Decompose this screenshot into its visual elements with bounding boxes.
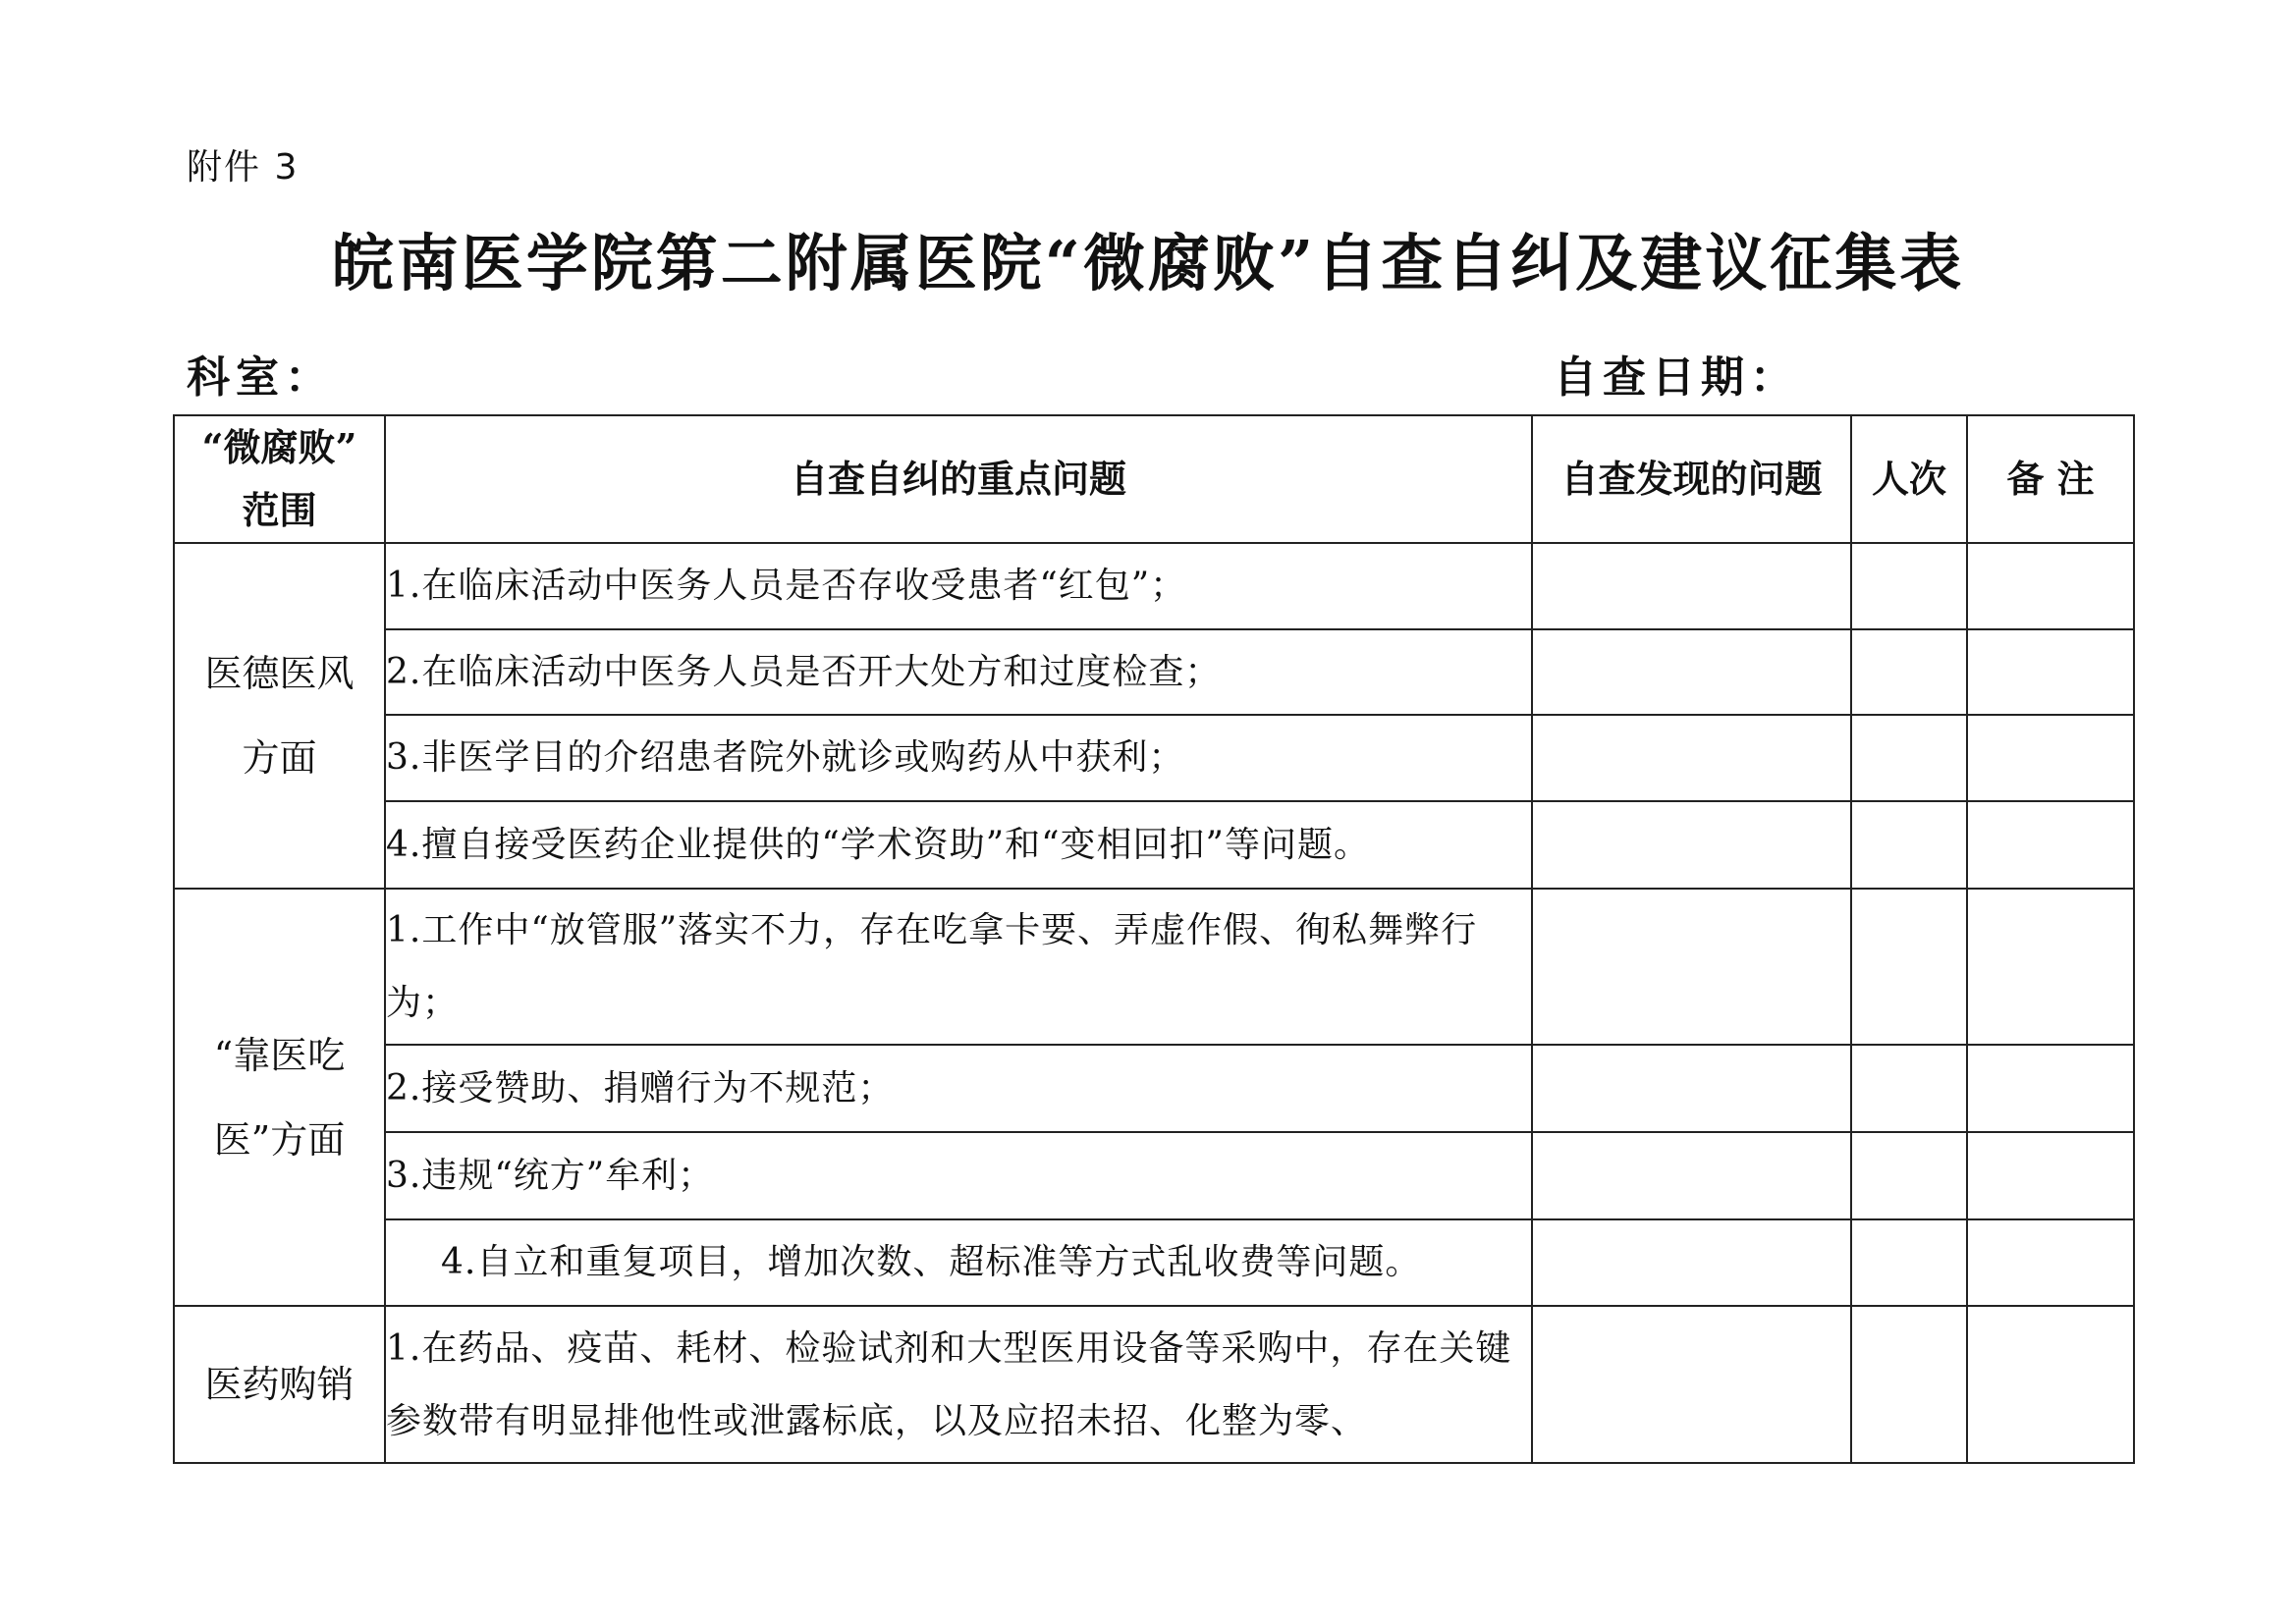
- issue-item: 4.擅自接受医药企业提供的“学术资助”和“变相回扣”等问题。: [385, 801, 1532, 889]
- issue-item: 2.接受赞助、捐赠行为不规范；: [385, 1045, 1532, 1132]
- category-line1: 医药购销: [204, 1363, 355, 1406]
- issue-item: 1.在临床活动中医务人员是否存收受患者“红包”；: [385, 543, 1532, 629]
- count-cell[interactable]: [1851, 715, 1967, 801]
- remarks-cell[interactable]: [1967, 1306, 2134, 1463]
- header-found-issues: 自查发现的问题: [1532, 415, 1851, 543]
- found-cell[interactable]: [1532, 1219, 1851, 1306]
- header-scope-line1: “微腐败”: [201, 425, 357, 469]
- category-cell: [174, 889, 385, 1306]
- header-key-issues: 自查自纠的重点问题: [385, 415, 1532, 543]
- issue-item: 3.非医学目的介绍患者院外就诊或购药从中获利；: [385, 715, 1532, 801]
- self-check-table: [173, 414, 2135, 1464]
- header-scope-line2: 范围: [242, 488, 317, 532]
- category-line2: 医”方面: [213, 1117, 346, 1162]
- table-row: [174, 1219, 2134, 1306]
- issue-item: 1.工作中“放管服”落实不力，存在吃拿卡要、弄虚作假、徇私舞弊行为；: [385, 889, 1532, 1045]
- count-cell[interactable]: [1851, 1132, 1967, 1219]
- found-cell[interactable]: [1532, 543, 1851, 629]
- count-cell[interactable]: [1851, 1219, 1967, 1306]
- remarks-cell[interactable]: [1967, 889, 2134, 1045]
- remarks-cell[interactable]: [1967, 801, 2134, 889]
- remarks-cell[interactable]: [1967, 543, 2134, 629]
- issue-item: 1.在药品、疫苗、耗材、检验试剂和大型医用设备等采购中，存在关键参数带有明显排他性或泄露标底，以及应招未招、化整为零、: [385, 1306, 1532, 1463]
- category-line1: “靠医吃: [213, 1033, 346, 1077]
- table-row: [174, 715, 2134, 801]
- found-cell[interactable]: [1532, 1306, 1851, 1463]
- count-cell[interactable]: [1851, 543, 1967, 629]
- remarks-cell[interactable]: [1967, 715, 2134, 801]
- found-cell[interactable]: [1532, 629, 1851, 715]
- header-remarks: 备 注: [1967, 415, 2134, 543]
- table-row: [174, 629, 2134, 715]
- header-scope: [174, 415, 385, 543]
- issue-item: 4.自立和重复项目，增加次数、超标准等方式乱收费等问题。: [385, 1219, 1532, 1306]
- count-cell[interactable]: [1851, 801, 1967, 889]
- count-cell[interactable]: [1851, 889, 1967, 1045]
- count-cell[interactable]: [1851, 629, 1967, 715]
- table-row: [174, 889, 2134, 1045]
- table-row: [174, 1132, 2134, 1219]
- category-cell: [174, 1306, 385, 1463]
- table-row: [174, 1306, 2134, 1463]
- table-row: [174, 1045, 2134, 1132]
- issue-item: 2.在临床活动中医务人员是否开大处方和过度检查；: [385, 629, 1532, 715]
- category-line2: 方面: [242, 736, 317, 780]
- remarks-cell[interactable]: [1967, 1132, 2134, 1219]
- self-check-date-label: 自查日期：: [1554, 352, 1799, 403]
- found-cell[interactable]: [1532, 801, 1851, 889]
- remarks-cell[interactable]: [1967, 629, 2134, 715]
- count-cell[interactable]: [1851, 1306, 1967, 1463]
- found-cell[interactable]: [1532, 1045, 1851, 1132]
- remarks-cell[interactable]: [1967, 1045, 2134, 1132]
- table-row: [174, 543, 2134, 629]
- issue-item: 3.违规“统方”牟利；: [385, 1132, 1532, 1219]
- department-label: 科室：: [187, 352, 334, 403]
- attachment-label: 附件 3: [187, 147, 300, 188]
- remarks-cell[interactable]: [1967, 1219, 2134, 1306]
- count-cell[interactable]: [1851, 1045, 1967, 1132]
- header-row: [174, 415, 2134, 543]
- category-line1: 医德医风: [204, 652, 355, 695]
- found-cell[interactable]: [1532, 1132, 1851, 1219]
- found-cell[interactable]: [1532, 889, 1851, 1045]
- table-row: [174, 801, 2134, 889]
- header-person-count: 人次: [1851, 415, 1967, 543]
- category-cell: [174, 543, 385, 889]
- document-title: 皖南医学院第二附属医院“微腐败”自查自纠及建议征集表: [331, 227, 1965, 299]
- found-cell[interactable]: [1532, 715, 1851, 801]
